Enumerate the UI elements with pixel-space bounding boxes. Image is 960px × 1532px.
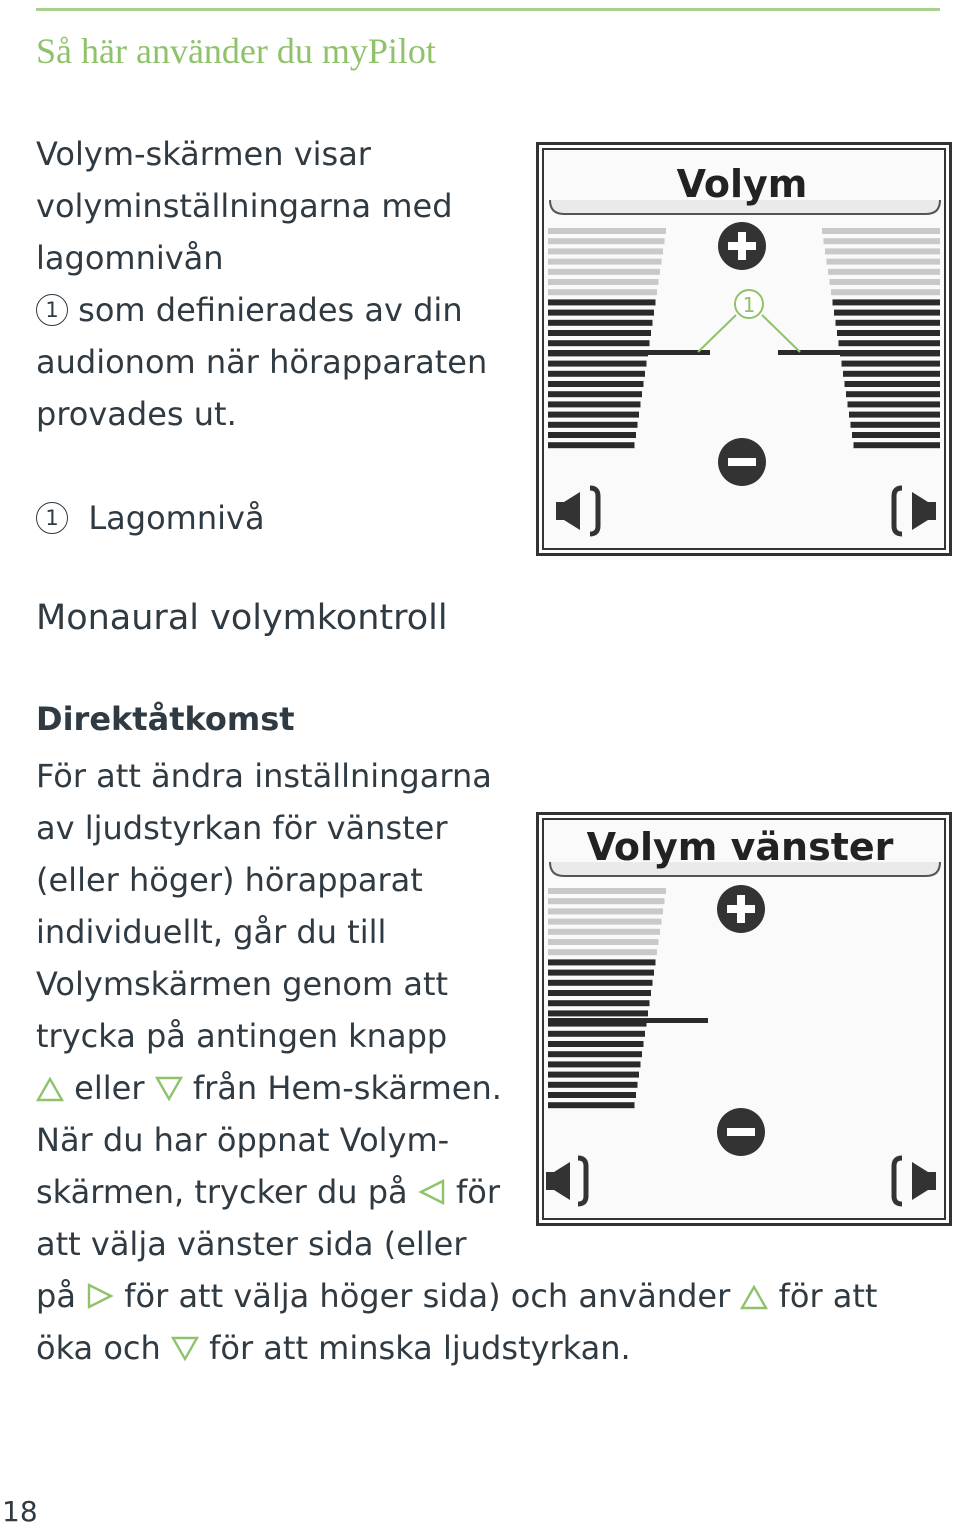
level-bar bbox=[548, 1010, 648, 1016]
level-bar bbox=[548, 1000, 650, 1006]
body-line: (eller höger) hörapparat bbox=[36, 861, 423, 899]
level-bar bbox=[854, 442, 941, 448]
intro-paragraph bbox=[36, 128, 487, 440]
body-line: av ljudstyrkan för vänster bbox=[36, 809, 448, 847]
up-triangle-icon bbox=[740, 1284, 768, 1310]
down-triangle-icon bbox=[171, 1336, 199, 1362]
left-triangle-icon bbox=[418, 1178, 446, 1206]
level-bar bbox=[845, 381, 941, 387]
level-bar bbox=[548, 289, 657, 295]
header-rule bbox=[36, 8, 940, 11]
intro-line: Volym-skärmen visar bbox=[36, 135, 371, 173]
level-bar bbox=[548, 422, 638, 428]
level-bar bbox=[846, 391, 940, 397]
body-line: individuellt, går du till bbox=[36, 913, 387, 951]
page-header: Så här använder du myPilot bbox=[36, 31, 436, 71]
intro-line: audionom när hörapparaten bbox=[36, 343, 488, 381]
level-marker-line bbox=[778, 350, 940, 355]
volume-screen bbox=[536, 142, 952, 556]
section-title: Monaural volymkontroll bbox=[36, 598, 448, 638]
level-bar bbox=[548, 330, 651, 336]
intro-line-text: som definierades av din bbox=[78, 291, 463, 329]
level-bar bbox=[548, 320, 653, 326]
svg-text:1: 1 bbox=[742, 293, 756, 317]
level-bar bbox=[836, 320, 941, 326]
level-bar bbox=[548, 959, 656, 965]
level-bar bbox=[833, 299, 941, 305]
level-bar bbox=[548, 391, 642, 397]
level-bar bbox=[837, 330, 940, 336]
intro-line: lagomnivån bbox=[36, 239, 224, 277]
intro-line bbox=[36, 284, 487, 336]
level-bar bbox=[548, 919, 662, 925]
callout-number-circle: 1 bbox=[36, 294, 68, 326]
level-bar bbox=[548, 990, 651, 996]
section-subtitle: Direktåtkomst bbox=[36, 700, 295, 738]
level-bar bbox=[830, 279, 941, 285]
body-line: Volymskärmen genom att bbox=[36, 965, 449, 1003]
level-bar bbox=[548, 340, 650, 346]
level-bar bbox=[824, 238, 941, 244]
level-bar bbox=[848, 401, 941, 407]
level-bar bbox=[548, 361, 647, 367]
down-triangle-icon bbox=[155, 1076, 183, 1102]
screen-title: Volym bbox=[676, 162, 808, 206]
intro-line: provades ut. bbox=[36, 395, 237, 433]
level-bar bbox=[548, 310, 654, 316]
body-line: skärmen, trycker du på för bbox=[36, 1173, 500, 1211]
level-bar bbox=[548, 442, 635, 448]
callout-number-circle: 1 bbox=[36, 502, 68, 534]
body-line: För att ändra inställningarna bbox=[36, 757, 492, 795]
level-marker-line bbox=[548, 1018, 708, 1023]
level-bar bbox=[548, 228, 666, 234]
level-bar bbox=[831, 289, 940, 295]
level-bar bbox=[548, 1082, 638, 1088]
up-triangle-icon bbox=[36, 1076, 64, 1102]
page-number: 18 bbox=[2, 1495, 38, 1528]
level-marker-line bbox=[548, 350, 710, 355]
level-bar bbox=[827, 259, 941, 265]
body-line: När du har öppnat Volym- bbox=[36, 1121, 450, 1159]
level-bar bbox=[548, 949, 657, 955]
body-line: öka och för att minska ljudstyrkan. bbox=[36, 1329, 631, 1367]
level-bar bbox=[548, 299, 656, 305]
level-bar bbox=[548, 1041, 644, 1047]
level-bar bbox=[548, 1061, 641, 1067]
callout-label: Lagomnivå bbox=[88, 499, 265, 537]
level-bar bbox=[548, 939, 659, 945]
level-bar bbox=[548, 1051, 642, 1057]
level-bar bbox=[548, 279, 659, 285]
level-bar bbox=[548, 248, 663, 254]
level-bar bbox=[548, 888, 666, 894]
level-bar bbox=[548, 401, 641, 407]
level-bar bbox=[548, 412, 639, 418]
volume-left-screen bbox=[536, 812, 952, 1226]
level-bar bbox=[842, 361, 941, 367]
level-bar bbox=[828, 269, 940, 275]
minus-icon bbox=[717, 1108, 765, 1156]
level-bar bbox=[548, 269, 660, 275]
level-bar bbox=[548, 1072, 639, 1078]
level-bar bbox=[548, 898, 665, 904]
intro-line: volyminställningarna med bbox=[36, 187, 453, 225]
level-bar bbox=[548, 432, 636, 438]
level-bar bbox=[839, 340, 941, 346]
level-bar bbox=[825, 248, 940, 254]
body-line: eller från Hem-skärmen. bbox=[36, 1062, 877, 1114]
level-bar bbox=[548, 929, 660, 935]
screen-title: Volym vänster bbox=[586, 825, 894, 869]
callout-legend bbox=[36, 492, 265, 544]
plus-icon bbox=[718, 222, 766, 270]
level-bar bbox=[548, 980, 653, 986]
level-bar bbox=[548, 259, 662, 265]
level-bar bbox=[548, 1102, 635, 1108]
level-bar bbox=[548, 970, 654, 976]
plus-icon bbox=[717, 885, 765, 933]
level-bar bbox=[852, 432, 940, 438]
body-line: på för att välja höger sida) och använder för att bbox=[36, 1277, 878, 1315]
level-bar bbox=[843, 371, 940, 377]
level-bar bbox=[548, 381, 644, 387]
level-bar bbox=[849, 412, 940, 418]
body-line: trycka på antingen knapp bbox=[36, 1017, 448, 1055]
minus-icon bbox=[718, 438, 766, 486]
level-bar bbox=[548, 908, 663, 914]
level-bar bbox=[822, 228, 940, 234]
right-triangle-icon bbox=[86, 1282, 114, 1310]
level-bar bbox=[548, 238, 665, 244]
level-bar bbox=[851, 422, 941, 428]
level-bar bbox=[834, 310, 940, 316]
level-bar bbox=[548, 1092, 636, 1098]
level-bar bbox=[548, 1031, 645, 1037]
level-bar bbox=[548, 371, 645, 377]
body-line: att välja vänster sida (eller bbox=[36, 1225, 467, 1263]
